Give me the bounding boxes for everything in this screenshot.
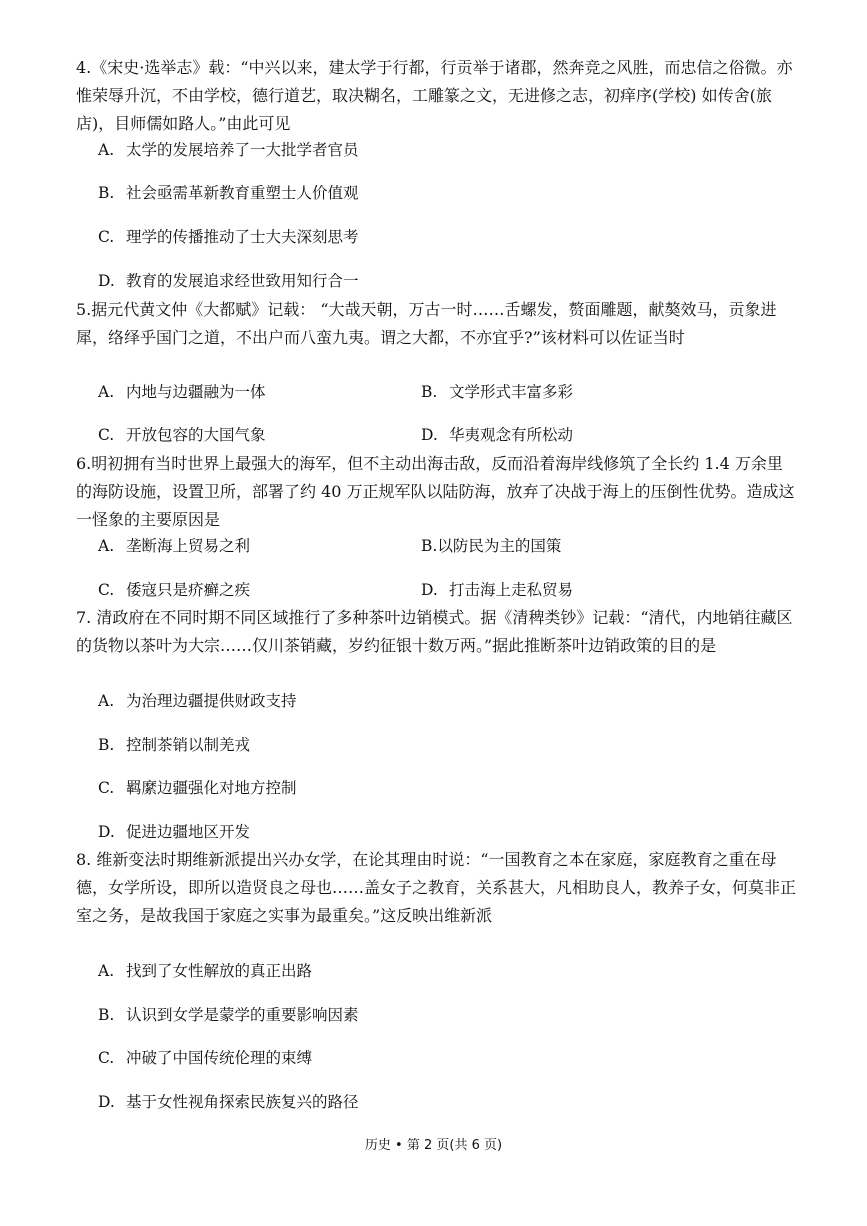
option-text: 羁縻边疆强化对地方控制 [126, 779, 297, 797]
option-letter: A. [98, 537, 115, 555]
question-7-option-b[interactable] [98, 734, 250, 756]
option-letter: B. [98, 736, 115, 754]
option-text: 文学形式丰富多彩 [449, 383, 574, 401]
option-letter: D. [98, 1093, 115, 1111]
option-text: 找到了女性解放的真正出路 [126, 962, 313, 980]
question-6-stem: 6.明初拥有当时世界上最强大的海军，但不主动出海击敌，反而沿着海岸线修筑了全长约 1.4 万余里的海防设施，设置卫所，部署了约 40 万正规军队以陆防海，放弃了决战于海上的压倒性优势。造成这一怪象的主要原因是 [76, 454, 795, 529]
question-8-option-d[interactable] [98, 1091, 359, 1113]
option-text: 华夷观念有所松动 [449, 426, 574, 444]
question-4-option-a[interactable] [98, 139, 359, 161]
option-letter: C. [98, 228, 115, 246]
question-8-stem: 8. 维新变法时期维新派提出兴办女学，在论其理由时说：“一国教育之本在家庭，家庭教育之重在母德，女学所设，即所以造贤良之母也……盖女子之教育，关系甚大，凡相助良人，教养子女，何莫非正室之务，是故我国于家庭之实事为最重矣。”这反映出维新派 [76, 850, 797, 925]
question-6-option-d[interactable] [421, 579, 573, 601]
question-8-option-b[interactable] [98, 1004, 359, 1026]
question-4-option-c[interactable] [98, 226, 359, 248]
question-6-option-b[interactable] [421, 535, 561, 557]
question-7-option-d[interactable] [98, 821, 250, 843]
option-text: 理学的传播推动了士大夫深刻思考 [126, 228, 359, 246]
question-5-option-a[interactable] [98, 381, 266, 403]
question-8-option-a[interactable] [98, 960, 312, 982]
option-letter: A. [98, 692, 115, 710]
option-text: 社会亟需革新教育重塑士人价值观 [126, 184, 359, 202]
question-4-option-d[interactable] [98, 270, 359, 292]
question-4-option-b[interactable] [98, 182, 359, 204]
option-letter: C. [98, 581, 115, 599]
option-text: 倭寇只是疥癣之疾 [126, 581, 251, 599]
option-text: 太学的发展培养了一大批学者官员 [126, 141, 359, 159]
option-letter: D. [421, 581, 438, 599]
option-letter: C. [98, 426, 115, 444]
option-text: 教育的发展追求经世致用知行合一 [126, 272, 359, 290]
question-5-option-c[interactable] [98, 424, 266, 446]
option-letter: B. [98, 1006, 115, 1024]
question-4-stem: 4.《宋史·选举志》载：“中兴以来，建太学于行都，行贡举于诸郡，然奔竞之风胜，而忠信之俗微。亦惟荣辱升沉，不由学校，德行道艺，取决糊名，工雕篆之文，无进修之志，初痒序(学校) 如传舍(旅店)，目师儒如路人。”由此可见 [76, 58, 793, 133]
option-text: 促进边疆地区开发 [126, 823, 251, 841]
question-7-option-c[interactable] [98, 777, 297, 799]
option-letter: B. [421, 383, 438, 401]
option-text: 开放包容的大国气象 [126, 426, 266, 444]
question-8-option-c[interactable] [98, 1047, 312, 1069]
option-text: 基于女性视角探索民族复兴的路径 [126, 1093, 359, 1111]
option-text: 内地与边疆融为一体 [126, 383, 266, 401]
option-letter: A. [98, 962, 115, 980]
option-text: 为治理边疆提供财政支持 [126, 692, 297, 710]
option-text: 认识到女学是蒙学的重要影响因素 [126, 1006, 359, 1024]
option-letter: B. [98, 184, 115, 202]
option-text: 控制茶销以制羌戎 [126, 736, 251, 754]
option-text: 打击海上走私贸易 [449, 581, 574, 599]
question-7-option-a[interactable] [98, 690, 297, 712]
option-letter: A. [98, 141, 115, 159]
option-text: 垄断海上贸易之利 [126, 537, 251, 555]
question-7-stem: 7. 清政府在不同时期不同区域推行了多种茶叶边销模式。据《清稗类钞》记载：“清代，内地销往藏区的货物以茶叶为大宗……仅川茶销藏，岁约征银十数万两。”据此推断茶叶边销政策的目的是 [76, 608, 793, 655]
option-letter: D. [98, 823, 115, 841]
question-6-option-a[interactable] [98, 535, 250, 557]
option-text: 冲破了中国传统伦理的束缚 [126, 1049, 313, 1067]
option-letter: B. [421, 537, 438, 555]
option-letter: A. [98, 383, 115, 401]
question-6-option-c[interactable] [98, 579, 250, 601]
option-letter: D. [421, 426, 438, 444]
question-5-option-b[interactable] [421, 381, 573, 403]
option-letter: C. [98, 1049, 115, 1067]
option-letter: D. [98, 272, 115, 290]
option-text: 以防民为主的国策 [437, 537, 562, 555]
question-5-stem: 5.据元代黄文仲《大都赋》记载： “大哉天朝，万古一时……舌螺发，赘面雕题，献獒效马，贡象进犀，络绎乎国门之道，不出户而八蛮九夷。谓之大都，不亦宜乎?”该材料可以佐证当时 [76, 300, 777, 347]
page-footer: 历史 • 第 2 页(共 6 页) [364, 1138, 503, 1153]
option-letter: C. [98, 779, 115, 797]
question-5-option-d[interactable] [421, 424, 573, 446]
